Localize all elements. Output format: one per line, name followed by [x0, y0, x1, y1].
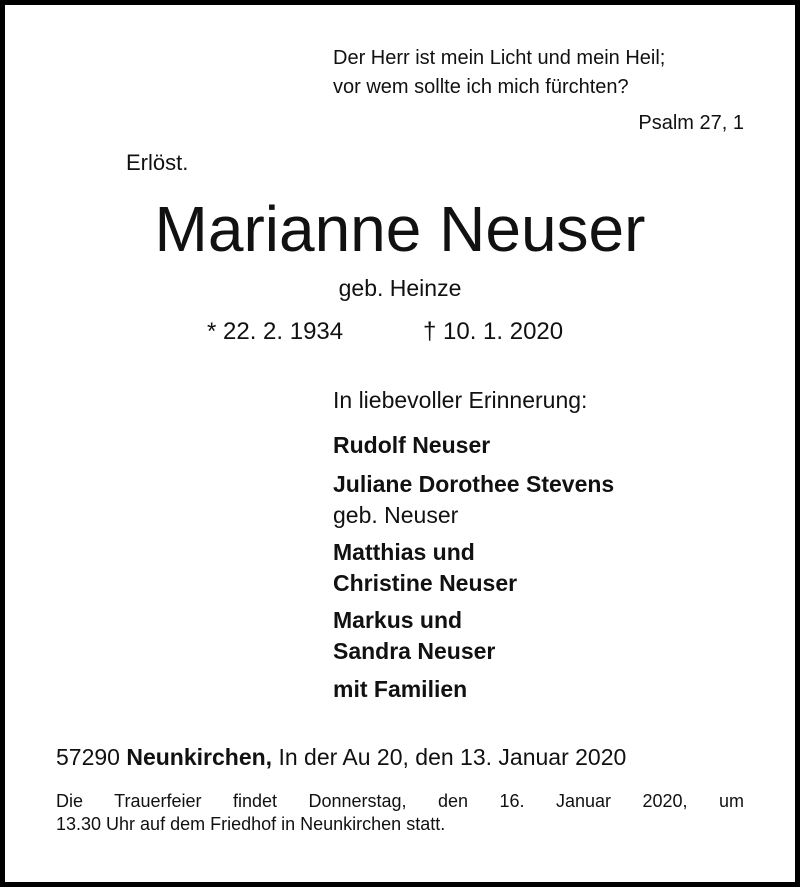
mourner-line: Christine Neuser [333, 570, 518, 596]
death-date: † 10. 1. 2020 [423, 318, 564, 345]
mourner-line: Sandra Neuser [333, 638, 496, 664]
mourner-line: Matthias und [333, 539, 475, 565]
intro-text: Erlöst. [126, 150, 189, 175]
verse-reference: Psalm 27, 1 [638, 112, 744, 134]
address-line [56, 741, 626, 773]
verse-line-2: vor wem sollte ich mich fürchten? [333, 76, 629, 98]
memory-heading: In liebevoller Erinnerung: [333, 387, 588, 413]
city-name: Neunkirchen, [126, 744, 273, 770]
verse-line-1: Der Herr ist mein Licht und mein Heil; [333, 47, 666, 69]
mourner-line: Rudolf Neuser [333, 432, 491, 458]
mourner-line: Markus und [333, 607, 463, 633]
maiden-name: geb. Heinze [338, 275, 462, 301]
postal-code: 57290 [56, 744, 120, 770]
deceased-name: Marianne Neuser [154, 193, 646, 265]
mourner-line: Juliane Dorothee Stevens [333, 471, 615, 497]
bible-verse [333, 44, 665, 102]
funeral-line-1: Die Trauerfeier findet Donnerstag, den 16. Januar 2020, um [56, 791, 744, 811]
funeral-notice [56, 790, 744, 836]
birth-date: * 22. 2. 1934 [207, 318, 344, 345]
funeral-line-2: 13.30 Uhr auf dem Friedhof in Neunkirchen statt. [56, 814, 446, 834]
mourner-line: geb. Neuser [333, 502, 459, 528]
street-and-date: In der Au 20, den 13. Januar 2020 [278, 744, 627, 770]
mourner-line: mit Familien [333, 676, 468, 702]
